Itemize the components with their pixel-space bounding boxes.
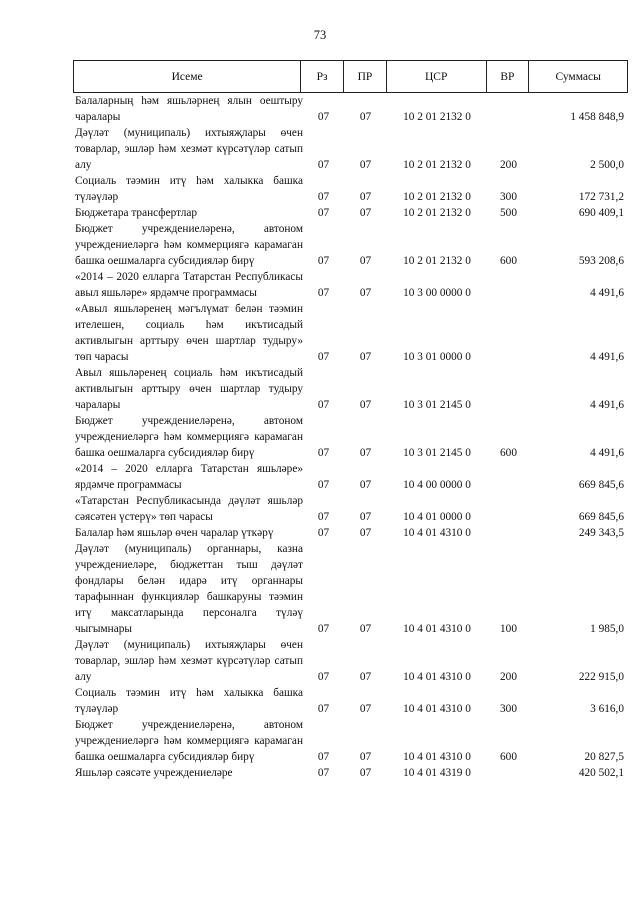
cell-rz: 07 [317, 207, 330, 219]
cell-sum: 3 616,0 [590, 703, 624, 715]
cell-csr: 10 4 01 4310 0 [403, 751, 471, 763]
cell-pr: 07 [359, 111, 372, 123]
cell-rz: 07 [317, 191, 330, 203]
cell-csr: 10 4 01 4310 0 [403, 623, 471, 635]
cell-sum: 690 409,1 [578, 207, 624, 219]
cell-name: Дәүләт (муниципаль) ихтыяҗлары өчен товарлар, эшләр һәм хезмәт күрсәтүләр сатып алу [75, 639, 303, 683]
cell-sum: 1 458 848,9 [570, 111, 624, 123]
cell-csr: 10 2 01 2132 0 [403, 111, 471, 123]
cell-rz: 07 [317, 111, 330, 123]
cell-sum: 4 491,6 [590, 287, 624, 299]
cell-rz: 07 [317, 511, 330, 523]
table-row [73, 461, 628, 493]
cell-sum: 249 343,5 [578, 527, 624, 539]
cell-csr: 10 4 01 4310 0 [403, 703, 471, 715]
cell-vr: 100 [500, 623, 517, 635]
header-vr: ВР [487, 61, 530, 92]
cell-rz: 07 [317, 351, 330, 363]
cell-csr: 10 3 01 2145 0 [403, 399, 471, 411]
header-csr: ЦСР [387, 61, 487, 92]
cell-pr: 07 [359, 191, 372, 203]
header-name: Исеме [74, 61, 301, 92]
table-row [73, 413, 628, 461]
cell-vr: 500 [500, 207, 517, 219]
cell-name: Социаль тәэмин итү һәм халыкка башка түләүләр [75, 175, 303, 203]
cell-rz: 07 [317, 671, 330, 683]
budget-table [73, 60, 628, 781]
cell-rz: 07 [317, 399, 330, 411]
table-row [73, 365, 628, 413]
cell-pr: 07 [359, 207, 372, 219]
cell-name: Бюджет учреждениеләренә, автоном учреждениеләргә һәм коммерциягә карамаган башка оешмаларга субсидияләр бирү [75, 415, 303, 459]
cell-name: Дәүләт (муниципаль) органнары, казна учреждениеләре, бюджеттан тыш дәүләт фондлары белән идарә итү органнары тарафыннан функцияләр башкаруны тәэмин итү максатларында персоналга түләү чыгымнары [75, 543, 303, 635]
cell-sum: 1 985,0 [590, 623, 624, 635]
table-header [73, 60, 628, 93]
cell-pr: 07 [359, 479, 372, 491]
cell-name: Дәүләт (муниципаль) ихтыяҗлары өчен товарлар, эшләр һәм хезмәт күрсәтүләр сатып алу [75, 127, 303, 171]
cell-csr: 10 2 01 2132 0 [403, 191, 471, 203]
table-row [73, 269, 628, 301]
cell-sum: 222 915,0 [578, 671, 624, 683]
cell-sum: 420 502,1 [578, 767, 624, 779]
table-row [73, 93, 628, 125]
cell-csr: 10 4 01 4319 0 [403, 767, 471, 779]
cell-csr: 10 3 01 2145 0 [403, 447, 471, 459]
cell-rz: 07 [317, 703, 330, 715]
table-row [73, 205, 628, 221]
cell-rz: 07 [317, 287, 330, 299]
cell-csr: 10 4 01 0000 0 [403, 511, 471, 523]
cell-sum: 4 491,6 [590, 351, 624, 363]
cell-pr: 07 [359, 447, 372, 459]
cell-sum: 593 208,6 [578, 255, 624, 267]
table-row [73, 717, 628, 765]
cell-name: «Авыл яшьләренең мәгълүмат белән тәэмин ителешен, социаль һәм икътисадый активлыгын арттыру өчен шартлар тудыру» төп чарасы [75, 303, 303, 363]
cell-sum: 4 491,6 [590, 399, 624, 411]
cell-pr: 07 [359, 671, 372, 683]
cell-rz: 07 [317, 159, 330, 171]
cell-pr: 07 [359, 527, 372, 539]
cell-name: Балаларның һәм яшьләрнең ялын оештыру чаралары [75, 95, 303, 123]
cell-csr: 10 2 01 2132 0 [403, 159, 471, 171]
cell-rz: 07 [317, 751, 330, 763]
table-row [73, 301, 628, 365]
cell-vr: 600 [500, 751, 517, 763]
cell-rz: 07 [317, 527, 330, 539]
cell-csr: 10 3 00 0000 0 [403, 287, 471, 299]
cell-name: «Татарстан Республикасында дәүләт яшьләр сәясәтен үстерү» төп чарасы [75, 495, 303, 523]
cell-rz: 07 [317, 447, 330, 459]
table-row [73, 637, 628, 685]
cell-name: Яшьләр сәясәте учреждениеләре [75, 767, 233, 779]
table-row [73, 541, 628, 637]
cell-pr: 07 [359, 287, 372, 299]
cell-name: Балалар һәм яшьләр өчен чаралар үткәрү [75, 527, 274, 539]
cell-sum: 20 827,5 [584, 751, 624, 763]
cell-pr: 07 [359, 159, 372, 171]
header-pr: ПР [344, 61, 387, 92]
cell-vr: 200 [500, 159, 517, 171]
table-row [73, 685, 628, 717]
cell-csr: 10 4 01 4310 0 [403, 527, 471, 539]
cell-csr: 10 2 01 2132 0 [403, 255, 471, 267]
cell-pr: 07 [359, 399, 372, 411]
cell-sum: 172 731,2 [578, 191, 624, 203]
cell-sum: 4 491,6 [590, 447, 624, 459]
cell-name: Социаль тәэмин итү һәм халыкка башка түләүләр [75, 687, 303, 715]
cell-pr: 07 [359, 255, 372, 267]
cell-pr: 07 [359, 767, 372, 779]
table-row [73, 493, 628, 525]
cell-rz: 07 [317, 479, 330, 491]
cell-sum: 2 500,0 [590, 159, 624, 171]
cell-rz: 07 [317, 767, 330, 779]
table-body [73, 93, 628, 781]
table-row [73, 525, 628, 541]
table-row [73, 765, 628, 781]
cell-vr: 600 [500, 255, 517, 267]
cell-vr: 300 [500, 191, 517, 203]
cell-pr: 07 [359, 511, 372, 523]
cell-pr: 07 [359, 623, 372, 635]
table-row [73, 221, 628, 269]
table-row [73, 125, 628, 173]
cell-rz: 07 [317, 623, 330, 635]
cell-pr: 07 [359, 751, 372, 763]
cell-pr: 07 [359, 703, 372, 715]
cell-vr: 600 [500, 447, 517, 459]
header-sum: Суммасы [555, 70, 601, 83]
cell-rz: 07 [317, 255, 330, 267]
cell-pr: 07 [359, 351, 372, 363]
table-row [73, 173, 628, 205]
cell-name: Бюджет учреждениеләренә, автоном учреждениеләргә һәм коммерциягә карамаган башка оешмаларга субсидияләр бирү [75, 719, 303, 763]
cell-csr: 10 4 00 0000 0 [403, 479, 471, 491]
cell-vr: 300 [500, 703, 517, 715]
cell-name: «2014 – 2020 елларга Татарстан Республикасы авыл яшьләре» ярдәмче программасы [75, 271, 303, 299]
page-number: 73 [313, 28, 327, 42]
cell-csr: 10 3 01 0000 0 [403, 351, 471, 363]
cell-name: Бюджетара трансфертлар [75, 207, 198, 219]
header-rz: Рз [301, 61, 344, 92]
cell-csr: 10 4 01 4310 0 [403, 671, 471, 683]
cell-name: «2014 – 2020 елларга Татарстан яшьләре» ярдәмче программасы [75, 463, 303, 491]
cell-name: Бюджет учреждениеләренә, автоном учреждениеләргә һәм коммерциягә карамаган башка оешмаларга субсидияләр бирү [75, 223, 303, 267]
cell-vr: 200 [500, 671, 517, 683]
cell-csr: 10 2 01 2132 0 [403, 207, 471, 219]
cell-name: Авыл яшьләренең социаль һәм икътисадый активлыгын арттыру өчен шартлар тудыру чаралары [75, 367, 303, 411]
cell-sum: 669 845,6 [578, 479, 624, 491]
cell-sum: 669 845,6 [578, 511, 624, 523]
